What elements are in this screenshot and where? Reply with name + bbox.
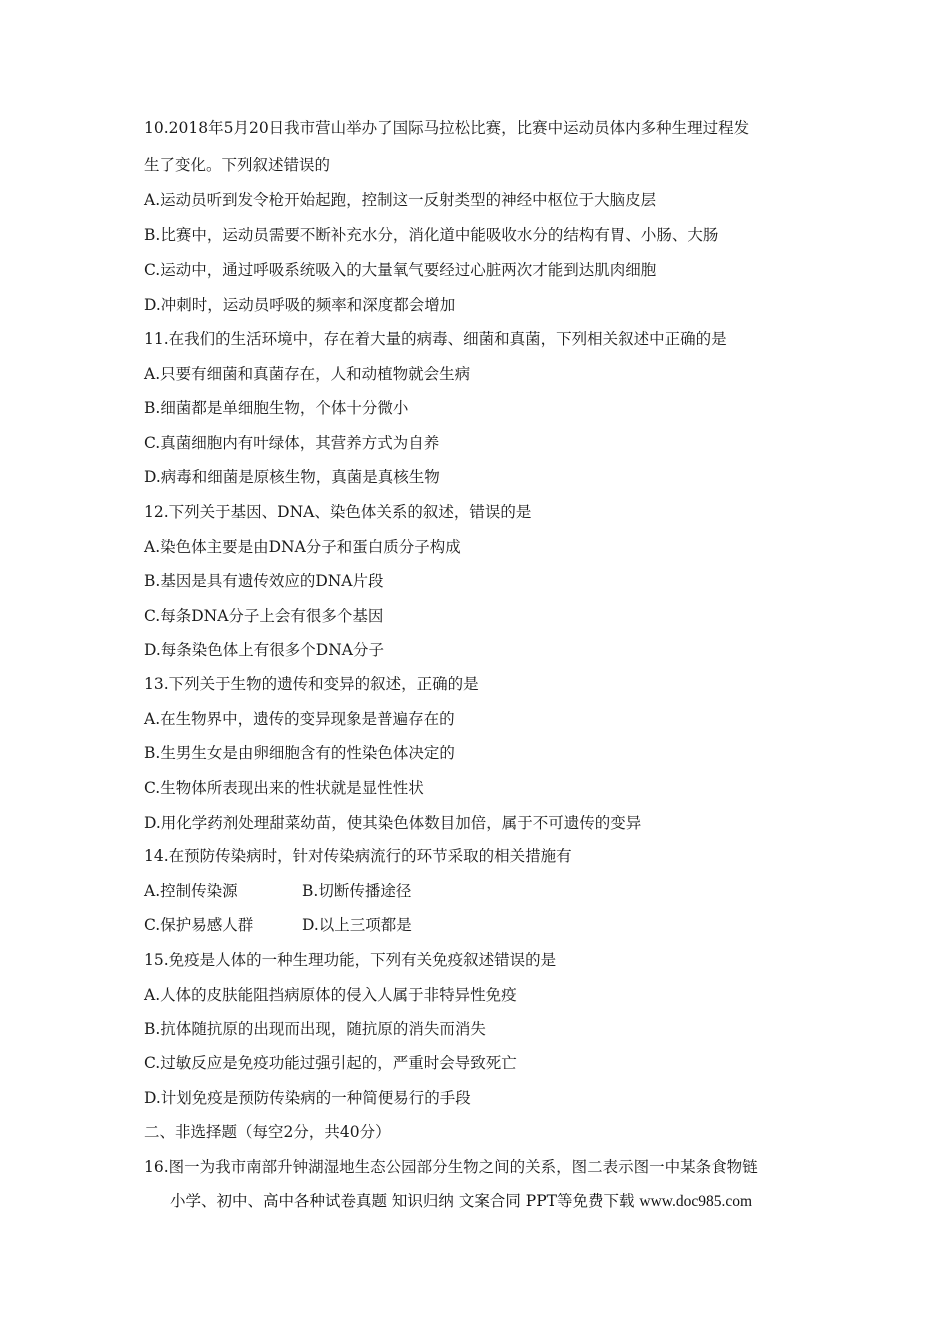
q13-option-d: D.用化学药剂处理甜菜幼苗，使其染色体数目加倍，属于不可遗传的变异	[144, 814, 642, 832]
q14-stem: 14.在预防传染病时，针对传染病流行的环节采取的相关措施有	[144, 847, 572, 865]
q11-option-d: D.病毒和细菌是原核生物，真菌是真核生物	[144, 468, 440, 486]
page-footer	[170, 1191, 752, 1212]
section-heading: 二、非选择题（每空2分，共40分）	[144, 1123, 391, 1141]
q10-stem-line2: 生了变化。下列叙述错误的	[144, 156, 331, 174]
q14-option-d: D.以上三项都是	[302, 916, 412, 934]
q11-option-b: B.细菌都是单细胞生物，个体十分微小	[144, 399, 409, 417]
q14-option-b: B.切断传播途径	[302, 882, 412, 900]
q13-option-b: B.生男生女是由卵细胞含有的性染色体决定的	[144, 744, 455, 762]
q13-option-a: A.在生物界中，遗传的变异现象是普遍存在的	[144, 710, 455, 728]
q11-stem: 11.在我们的生活环境中，存在着大量的病毒、细菌和真菌，下列相关叙述中正确的是	[144, 330, 727, 348]
q10-option-b: B.比赛中，运动员需要不断补充水分，消化道中能吸收水分的结构有胃、小肠、大肠	[144, 226, 719, 244]
q12-option-a: A.染色体主要是由DNA分子和蛋白质分子构成	[144, 538, 461, 556]
q13-stem: 13.下列关于生物的遗传和变异的叙述，正确的是	[144, 675, 479, 693]
footer-text: 小学、初中、高中各种试卷真题 知识归纳 文案合同 PPT等免费下载	[170, 1192, 635, 1210]
q15-option-b: B.抗体随抗原的出现而出现，随抗原的消失而消失	[144, 1020, 486, 1038]
q12-option-d: D.每条染色体上有很多个DNA分子	[144, 641, 384, 659]
q11-option-c: C.真菌细胞内有叶绿体，其营养方式为自养	[144, 434, 440, 452]
q14-option-a: A.控制传染源	[144, 882, 238, 900]
q12-option-c: C.每条DNA分子上会有很多个基因	[144, 607, 384, 625]
q12-option-b: B.基因是具有遗传效应的DNA片段	[144, 572, 384, 590]
q15-option-c: C.过敏反应是免疫功能过强引起的，严重时会导致死亡	[144, 1054, 517, 1072]
q10-stem-line1: 10.2018年5月20日我市营山举办了国际马拉松比赛，比赛中运动员体内多种生理过程发	[144, 119, 750, 137]
q13-option-c: C.生物体所表现出来的性状就是显性性状	[144, 779, 424, 797]
q10-option-a: A.运动员听到发令枪开始起跑，控制这一反射类型的神经中枢位于大脑皮层	[144, 191, 657, 209]
q10-option-d: D.冲刺时，运动员呼吸的频率和深度都会增加	[144, 296, 456, 314]
q10-option-c: C.运动中，通过呼吸系统吸入的大量氧气要经过心脏两次才能到达肌肉细胞	[144, 261, 657, 279]
q15-option-a: A.人体的皮肤能阻挡病原体的侵入人属于非特异性免疫	[144, 986, 517, 1004]
q12-stem: 12.下列关于基因、DNA、染色体关系的叙述，错误的是	[144, 503, 532, 521]
q15-option-d: D.计划免疫是预防传染病的一种简便易行的手段	[144, 1089, 471, 1107]
q14-option-c: C.保护易感人群	[144, 916, 254, 934]
q11-option-a: A.只要有细菌和真菌存在，人和动植物就会生病	[144, 365, 471, 383]
q15-stem: 15.免疫是人体的一种生理功能，下列有关免疫叙述错误的是	[144, 951, 557, 969]
q16-stem: 16.图一为我市南部升钟湖湿地生态公园部分生物之间的关系，图二表示图一中某条食物链	[144, 1158, 758, 1176]
footer-url[interactable]: www.doc985.com	[639, 1193, 753, 1210]
